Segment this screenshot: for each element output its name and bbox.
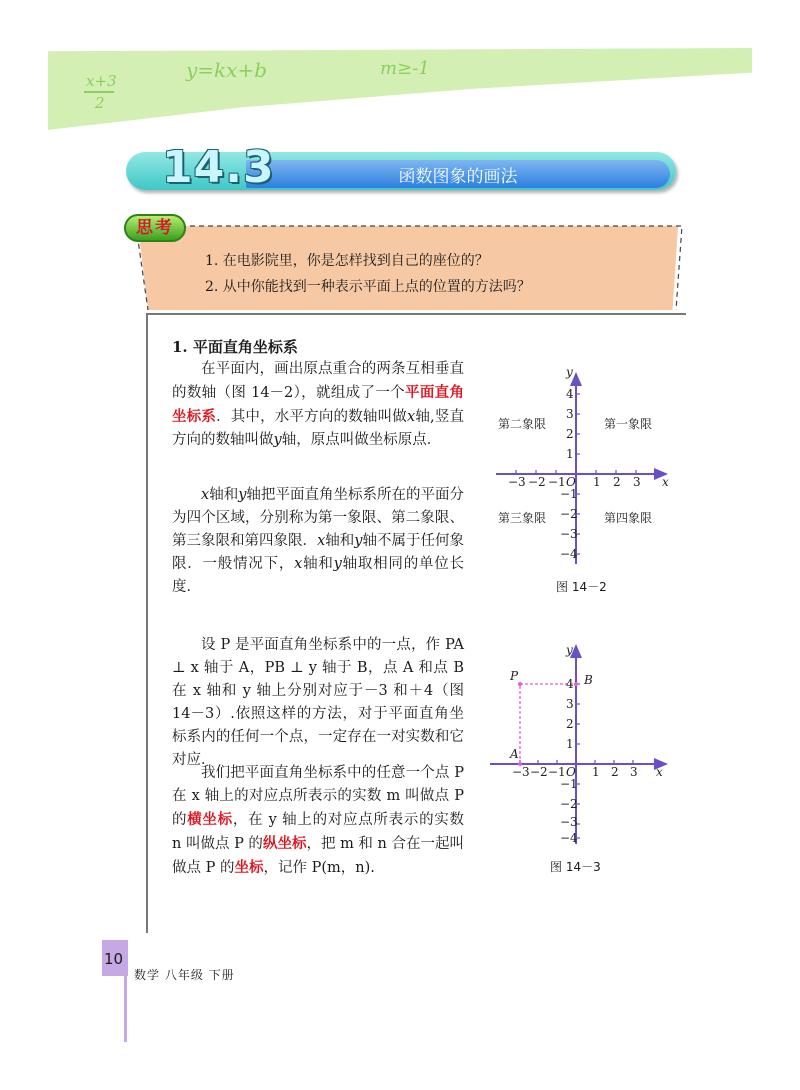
y-tick: 1 (566, 447, 574, 461)
p1-var-x: x (406, 409, 416, 425)
y-tick: −4 (560, 547, 578, 561)
p2-text-f: 轴取相同的单位长度． (172, 556, 465, 595)
think-item-1: 1. 在电影院里，你是怎样找到自己的座位的？ (205, 253, 489, 269)
x-tick: −1 (548, 765, 566, 779)
y-tick: 4 (566, 677, 574, 691)
p4-text-c: ，把 m 和 n 合在一起叫做点 P 的 (172, 836, 464, 876)
quadrant-2-label: 第二象限 (498, 417, 547, 431)
page-number: 10 (104, 950, 124, 968)
section-title: 函数图象的画法 (398, 167, 518, 187)
quadrant-1-label: 第一象限 (604, 417, 653, 431)
x-tick: −2 (528, 475, 546, 489)
y-tick: −1 (560, 487, 578, 501)
p4-text-d: ，记作 P(m，n). (263, 860, 375, 876)
quadrant-3-label: 第三象限 (498, 511, 547, 525)
paragraph-1 (172, 358, 464, 452)
y-tick: 1 (566, 737, 574, 751)
x-tick: −2 (530, 765, 548, 779)
y-axis-label: y (566, 643, 573, 657)
paragraph-2 (172, 484, 464, 599)
p1-var-y: y (273, 432, 282, 448)
x-tick: 2 (613, 475, 621, 489)
figure-14-2-svg (486, 362, 686, 572)
y-tick: 3 (566, 697, 574, 711)
band-formula-denominator: 2 (95, 94, 105, 112)
band-formula-numerator: x+3 (86, 72, 117, 90)
section-number: 14.3 (162, 142, 275, 193)
point-B-label: B (584, 673, 593, 687)
footer-book-title: 数学 八年级 下册 (134, 968, 235, 982)
band-formula-linear: y=kx+b (186, 58, 268, 82)
x-tick: 3 (633, 475, 641, 489)
figure-14-3-svg (486, 640, 686, 850)
figure-14-3-caption: 图 14－3 (550, 860, 601, 874)
term-ordinate: 纵坐标 (262, 835, 307, 852)
y-tick: −4 (560, 831, 578, 845)
p2-text-d: 轴不属于任何象限．一般情况下， (172, 533, 465, 572)
origin-label: O (566, 765, 576, 779)
paragraph-4 (172, 762, 464, 880)
p1-text-d: 轴，原点叫做坐标原点． (281, 432, 442, 448)
y-tick: −3 (560, 527, 578, 541)
p1-text-c: 轴,竖直方向的数轴叫做 (172, 409, 465, 448)
figure-14-2 (486, 362, 686, 576)
subsection-title: 1. 平面直角坐标系 (172, 338, 298, 356)
band-formula-fraction-line (84, 91, 114, 93)
x-tick: 1 (593, 475, 601, 489)
y-tick: −2 (560, 507, 578, 521)
band-formula-inequality: m≥-1 (380, 58, 430, 79)
y-axis-label: y (566, 365, 573, 379)
x-axis-label: x (656, 765, 663, 779)
y-tick: −3 (560, 815, 578, 829)
p2-text-a: 轴和 (209, 487, 239, 503)
term-coordinate-system: 平面直角坐标系 (172, 384, 464, 425)
point-B-dot (574, 682, 578, 686)
x-tick: 2 (611, 765, 619, 779)
term-coordinates: 坐标 (234, 859, 264, 876)
p2-var-y2: y (354, 533, 363, 549)
p2-var-x3: x (294, 556, 303, 572)
paragraph-3: 设 P 是平面直角坐标系中的一点，作 PA ⊥ x 轴于 A，PB ⊥ y 轴于 B，点 A 和点 B 在 x 轴和 y 轴上分别对应于－3 和＋4（图 14－3）.依照这样的方法，对于平面直角坐标系内的任何一个点，一定存在一对实数和它对应． (172, 637, 464, 768)
think-item-2: 2. 从中你能找到一种表示平面上点的位置的方法吗？ (205, 279, 531, 295)
term-abscissa: 横坐标 (187, 811, 233, 828)
p2-text-b: 轴把平面直角坐标系所在的平面分为四个区域，分别称为第一象限、第二象限、第三象限和第四象限． (172, 487, 465, 549)
x-tick: −3 (508, 475, 526, 489)
p1-text-b: ．其中，水平方向的数轴叫做 (216, 409, 407, 425)
y-tick: −2 (560, 797, 578, 811)
p2-var-x: x (201, 487, 210, 503)
p2-text-e: 轴和 (302, 556, 334, 572)
y-tick: 2 (566, 717, 574, 731)
p1-text-a: 在平面内，画出原点重合的两条互相垂直的数轴（图 14－2），就组成了一个 (172, 361, 464, 401)
p2-text-c: 轴和 (325, 533, 355, 549)
page-margin-line (124, 940, 127, 1042)
y-tick: 2 (566, 427, 574, 441)
y-tick: 3 (566, 407, 574, 421)
x-tick: −1 (548, 475, 566, 489)
p2-var-x2: x (317, 533, 326, 549)
figure-14-2-caption: 图 14－2 (556, 580, 607, 594)
y-tick: 4 (566, 387, 574, 401)
quadrant-4-label: 第四象限 (604, 511, 653, 525)
x-tick: −3 (512, 765, 530, 779)
point-A-label: A (510, 747, 519, 761)
p2-var-y: y (238, 487, 247, 503)
x-axis-label: x (662, 475, 669, 489)
p2-var-y3: y (333, 556, 342, 572)
point-P-dot (518, 682, 522, 686)
x-tick: 3 (630, 765, 638, 779)
figure-14-3 (486, 640, 686, 854)
think-badge: 思考 (124, 214, 186, 242)
point-P-label: P (510, 669, 519, 683)
p4-text-b: ，在 y 轴上的对应点所表示的实数 n 叫做点 P 的 (172, 812, 465, 852)
y-tick: −1 (560, 777, 578, 791)
p4-text-a: 我们把平面直角坐标系中的任意一个点 P 在 x 轴上的对应点所表示的实数 m 叫做点 P 的 (172, 765, 464, 828)
x-tick: 1 (592, 765, 600, 779)
origin-label: O (566, 475, 576, 489)
